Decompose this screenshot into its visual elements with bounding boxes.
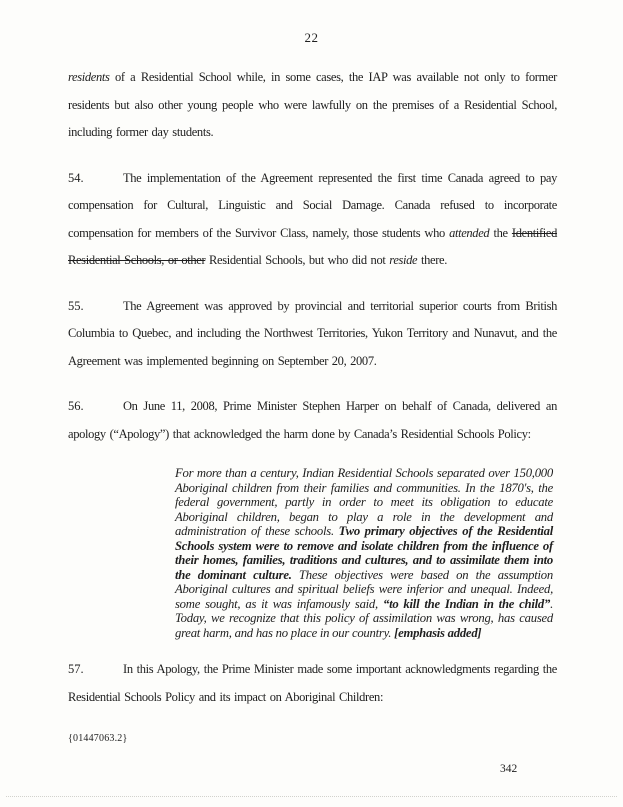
text-segment: On June 11, 2008, Prime Minister Stephen Harper on behalf of Canada, delivered an apology (“Apology”) that acknowledged the harm done by Canada’s Residential Schools Policy: [68, 399, 557, 441]
text-segment: For more than a century, Indian Residential Schools separated over 150,000 Aboriginal children from their families and communities. In the 1870's, the federal government, partly in order to meet its obligation to educate Aboriginal children, began to play a role in the development and administration of these schools. [175, 466, 553, 539]
paragraph [68, 656, 557, 711]
text-segment: of a Residential School while, in some cases, the IAP was available not only to former residents but also other young people who were lawfully on the premises of a Residential School, including former day students. [68, 70, 557, 139]
text-segment: [emphasis added] [394, 625, 482, 640]
text-segment: “to kill the Indian in the child” [382, 596, 551, 611]
scan-artifact-line [6, 796, 617, 797]
text-segment: The Agreement was approved by provincial and territorial superior courts from British Columbia to Quebec, and including the Northwest Territories, Yukon Territory and Nunavut, and the Agreement was implemented beginning on September 20, 2007. [68, 298, 557, 368]
paragraph-number: 55. [68, 298, 84, 313]
paragraph-number: 57. [68, 662, 84, 677]
text-segment: attended [449, 225, 490, 240]
text-segment: Identified Residential Schools, or other [68, 225, 557, 267]
paragraph [68, 165, 557, 275]
text-segment: Two primary objectives of the Residential Schools system were to remove and isolate children from the influence of their homes, families, traditions and cultures, and to assimilate them into the dominant culture. [175, 524, 553, 582]
text-segment: The implementation of the Agreement represented the first time Canada agreed to pay compensation for Cultural, Linguistic and Social Damage. Canada refused to incorporate compensation for members of the Survivor Class, namely, those students who [68, 170, 557, 240]
paragraph [68, 293, 557, 376]
block-quote [175, 466, 553, 640]
text-segment: These objectives were based on the assumption Aboriginal cultures and spiritual beliefs were inferior and unequal. Indeed, some sought, as it was infamously said, [175, 567, 553, 611]
header-page-number: 22 [304, 30, 319, 45]
text-segment: In this Apology, the Prime Minister made some important acknowledgments regarding the Residential Schools Policy and its impact on Aboriginal Children: [68, 662, 557, 704]
text-segment: . Today, we recognize that this policy of assimilation was wrong, has caused great harm, and has no place in our country. [175, 596, 554, 640]
text-segment: reside [389, 253, 418, 267]
text-segment: the [489, 225, 512, 240]
text-segment: Residential Schools, but who did not [205, 253, 390, 267]
paragraph [68, 393, 557, 448]
footer-doc-number: {01447063.2} [68, 733, 128, 744]
paragraph-number: 56. [68, 399, 84, 413]
document-body [68, 64, 557, 729]
paragraph [68, 64, 557, 147]
footer-page-number: 342 [500, 763, 518, 775]
paragraph-number: 54. [68, 170, 84, 185]
text-segment: residents [68, 70, 110, 84]
text-segment: there. [417, 253, 448, 267]
